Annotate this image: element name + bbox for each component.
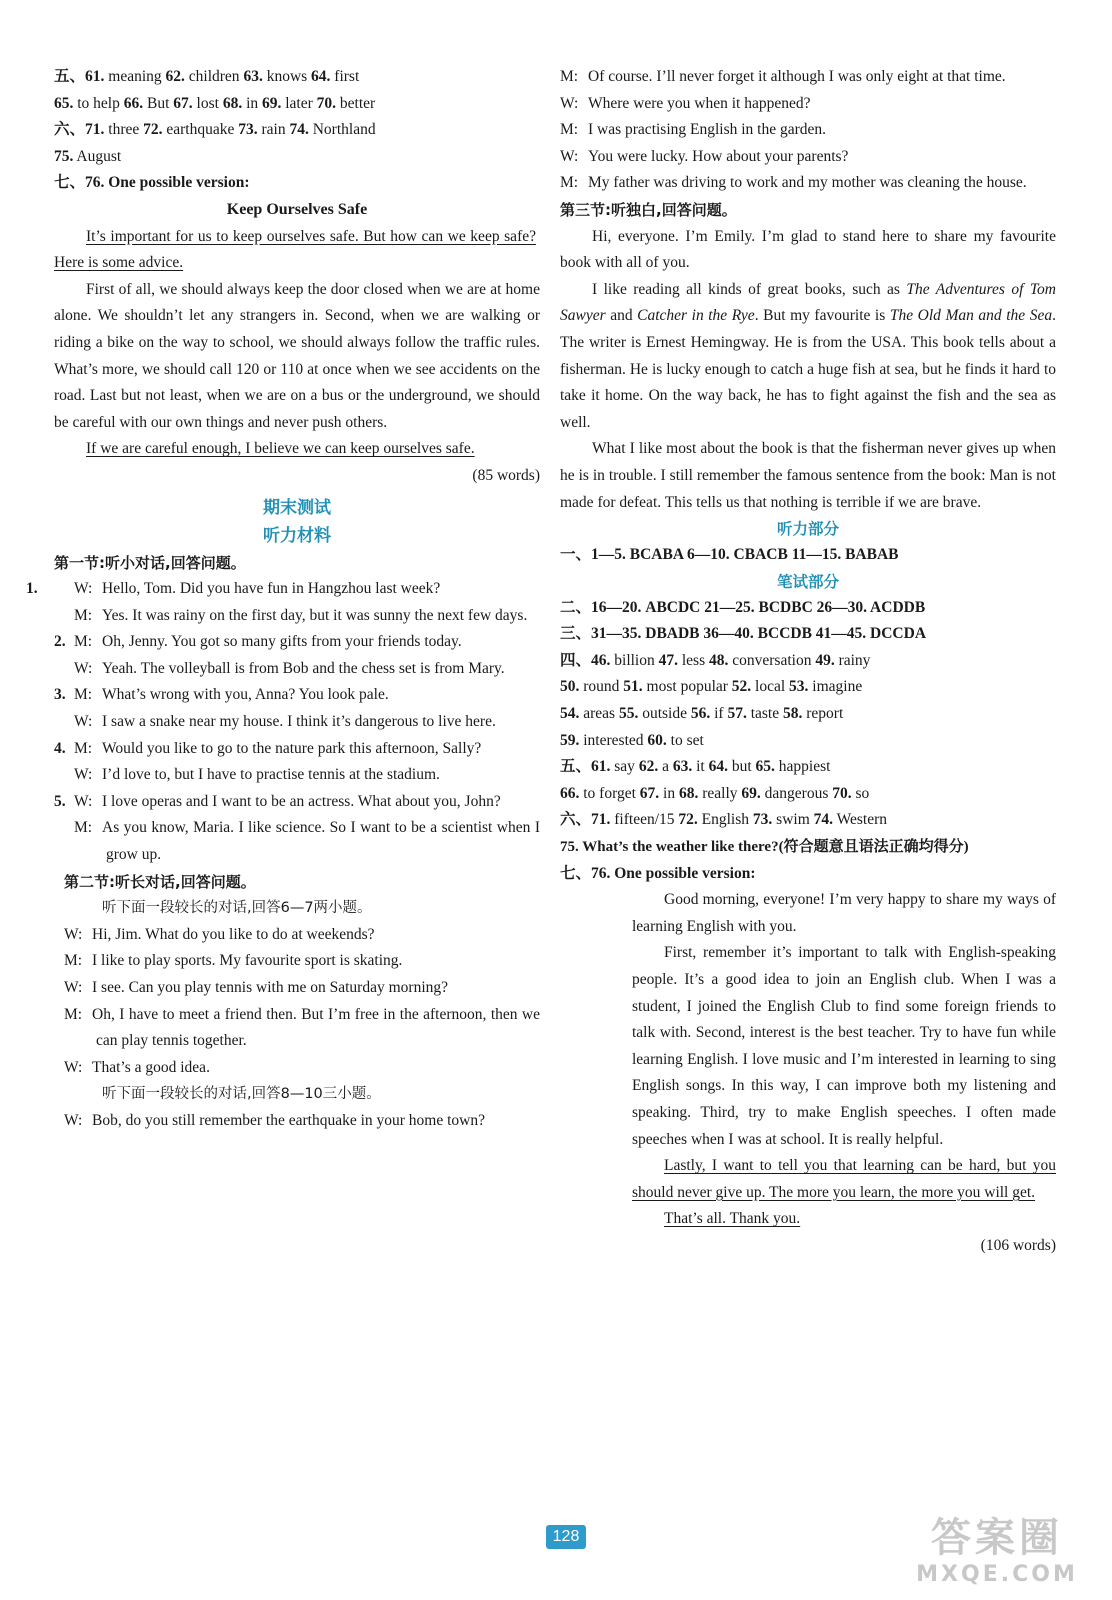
- conversation-2-start: W: Bob, do you still remember the earthquake in your home town?: [64, 1111, 486, 1129]
- listening-material-title: 听力材料: [263, 525, 331, 546]
- answers-4b: 50. round 51. most popular 52. local 53. imagine: [560, 678, 863, 696]
- answer-line-5b: 65. to help 66. But 67. lost 68. in 69. later 70. better: [54, 94, 376, 112]
- answer-line-6a: 六、71. three 72. earthquake 73. rain 74. Northland: [54, 121, 376, 139]
- section-2-heading: 第二节:听长对话,回答问题。: [64, 872, 256, 891]
- answers-5a: 五、61. say 62. a 63. it 64. but 65. happiest: [560, 758, 831, 776]
- conversation-2-continued: M: Of course. I’ll never forget it although I was only eight at that time. W: Where were you when it happened? M: I was practising English in the garden. W: You were lucky. How about your parents? M: My father was driving to work and my mother was cleaning the house.: [560, 68, 1027, 192]
- dialogue-2: 2. M: Oh, Jenny. You got so many gifts from your friends today. W: Yeah. The volleyball is from Bob and the chess set is from Mary.: [54, 633, 505, 677]
- section-7-heading: 七、76. One possible version:: [54, 174, 250, 192]
- dialogue-4: 4. M: Would you like to go to the nature park this afternoon, Sally? W: I’d love to, but I have to practise tennis at the stadium.: [54, 739, 482, 784]
- watermark-text-bottom: MXQE.COM: [916, 1562, 1078, 1587]
- section-3-heading: 第三节:听独白,回答问题。: [560, 200, 737, 219]
- essay-paragraph-3: If we are careful enough, I believe we can keep ourselves safe.: [86, 440, 475, 458]
- section-7-answer-heading: 七、76. One possible version:: [560, 864, 756, 882]
- answers-4c: 54. areas 55. outside 56. if 57. taste 58. report: [560, 705, 844, 723]
- answers-2: 二、16—20. ABCDC 21—25. BCDBC 26—30. ACDDB: [560, 598, 926, 616]
- answers-3: 三、31—35. DBADB 36—40. BCCDB 41—45. DCCDA: [560, 625, 927, 643]
- answer-line-6b: 75. August: [54, 147, 122, 165]
- final-test-title: 期末测试: [263, 497, 331, 518]
- answers-6a: 六、71. fifteen/15 72. English 73. swim 74. Western: [560, 811, 887, 829]
- section-2-intro-1: 听下面一段较长的对话,回答6—7两小题。: [102, 900, 372, 917]
- page-number: 128: [546, 1525, 586, 1549]
- essay-paragraph-2: First of all, we should always keep the door closed when we are at home alone. We shouldn’t let any strangers in. Second, when we are walking or riding a bike on the way to school, we should always follow the traffic rules. What’s more, we should call 120 or 110 at once when we see accidents on the road. Last but not least, when we are on a bus or the underground, we should be careful with our own things and never push others.: [54, 280, 540, 431]
- answers-4d: 59. interested 60. to set: [560, 731, 704, 749]
- dialogue-3: 3. M: What’s wrong with you, Anna? You look pale. W: I saw a snake near my house. I think it’s dangerous to live here.: [54, 686, 496, 731]
- written-part-title: 笔试部分: [776, 572, 839, 591]
- essay-2: [560, 887, 1056, 1259]
- answer-line-5a: 五、61. meaning 62. children 63. knows 64. first: [54, 68, 360, 85]
- monologue-paragraph-3: What I like most about the book is that the fisherman never gives up when he is in trouble. I still remember the famous sentence from the book: Man is not made for defeat. This tells us that nothing is terrible if we are brave.: [560, 440, 1056, 511]
- left-column: [26, 64, 540, 1135]
- dialogue-1: 1. W: Hello, Tom. Did you have fun in Hangzhou last week? M: Yes. It was rainy on the first day, but it was sunny the next few days.: [26, 580, 528, 624]
- watermark-text-top: 答案圈: [931, 1515, 1063, 1561]
- watermark-logo: [912, 1514, 1082, 1592]
- dialogue-5: 5. W: I love operas and I want to be an actress. What about you, John? M: As you know, Maria. I like science. So I want to be a scientist when I grow up.: [54, 792, 540, 864]
- essay-2-paragraph-2: First, remember it’s important to talk with English-speaking people. It’s a good idea to join an English club. When I was a student, I joined the English Club to find some foreign friends to talk with. Second, interest is the best teacher. Try to have fun while learning English. I love music and I’m interested in learning to sing English songs. In this way, I can improve both my listening and speaking. Third, try to make English speeches. I often made speeches when I was at school. It is really helpful.: [632, 944, 1056, 1148]
- answers-6b: 75. What’s the weather like there?(符合题意且语法正确均得分): [560, 839, 969, 856]
- essay-title: Keep Ourselves Safe: [226, 200, 368, 218]
- essay-word-count: (85 words): [472, 466, 540, 484]
- essay-2-paragraph-4: That’s all. Thank you.: [664, 1210, 801, 1228]
- listening-part-title: 听力部分: [776, 520, 839, 539]
- right-column: [560, 64, 1056, 1260]
- section-1-heading: 第一节:听小对话,回答问题。: [54, 553, 246, 572]
- essay-2-paragraph-1: Good morning, everyone! I’m very happy to share my ways of learning English with you.: [632, 891, 1056, 935]
- answers-5b: 66. to forget 67. in 68. really 69. dangerous 70. so: [560, 784, 870, 802]
- answers-1: 一、1—5. BCABA 6—10. CBACB 11—15. BABAB: [560, 546, 899, 564]
- essay-2-word-count: (106 words): [980, 1236, 1056, 1254]
- monologue-paragraph-1: Hi, everyone. I’m Emily. I’m glad to stand here to share my favourite book with all of you.: [560, 227, 1056, 272]
- monologue-paragraph-2: I like reading all kinds of great books, such as The Adventures of Tom Sawyer and Catcher in the Rye. But my favourite is The Old Man and the Sea. The writer is Ernest Hemingway. He is from the USA. This book tells about a fisherman. He is lucky enough to catch a huge fish at sea, but he finds it hard to take it home. On the way back, he has to fight against the fish and the sea as well.: [560, 280, 1056, 431]
- essay-2-paragraph-3: Lastly, I want to tell you that learning can be hard, but you should never give up. The more you learn, the more you will get.: [632, 1157, 1056, 1201]
- essay-paragraph-1: It’s important for us to keep ourselves safe. But how can we keep safe? Here is some advice.: [54, 227, 536, 272]
- answers-4a: 四、46. billion 47. less 48. conversation 49. rainy: [560, 651, 871, 669]
- section-2-intro-2: 听下面一段较长的对话,回答8—10三小题。: [102, 1086, 381, 1103]
- conversation-1: W: Hi, Jim. What do you like to do at weekends? M: I like to play sports. My favourite sport is skating. W: I see. Can you play tennis with me on Saturday morning? M: Oh, I have to meet a friend then. But I’m free in the afternoon, then we can play tennis together. W: That’s a good idea.: [64, 925, 540, 1076]
